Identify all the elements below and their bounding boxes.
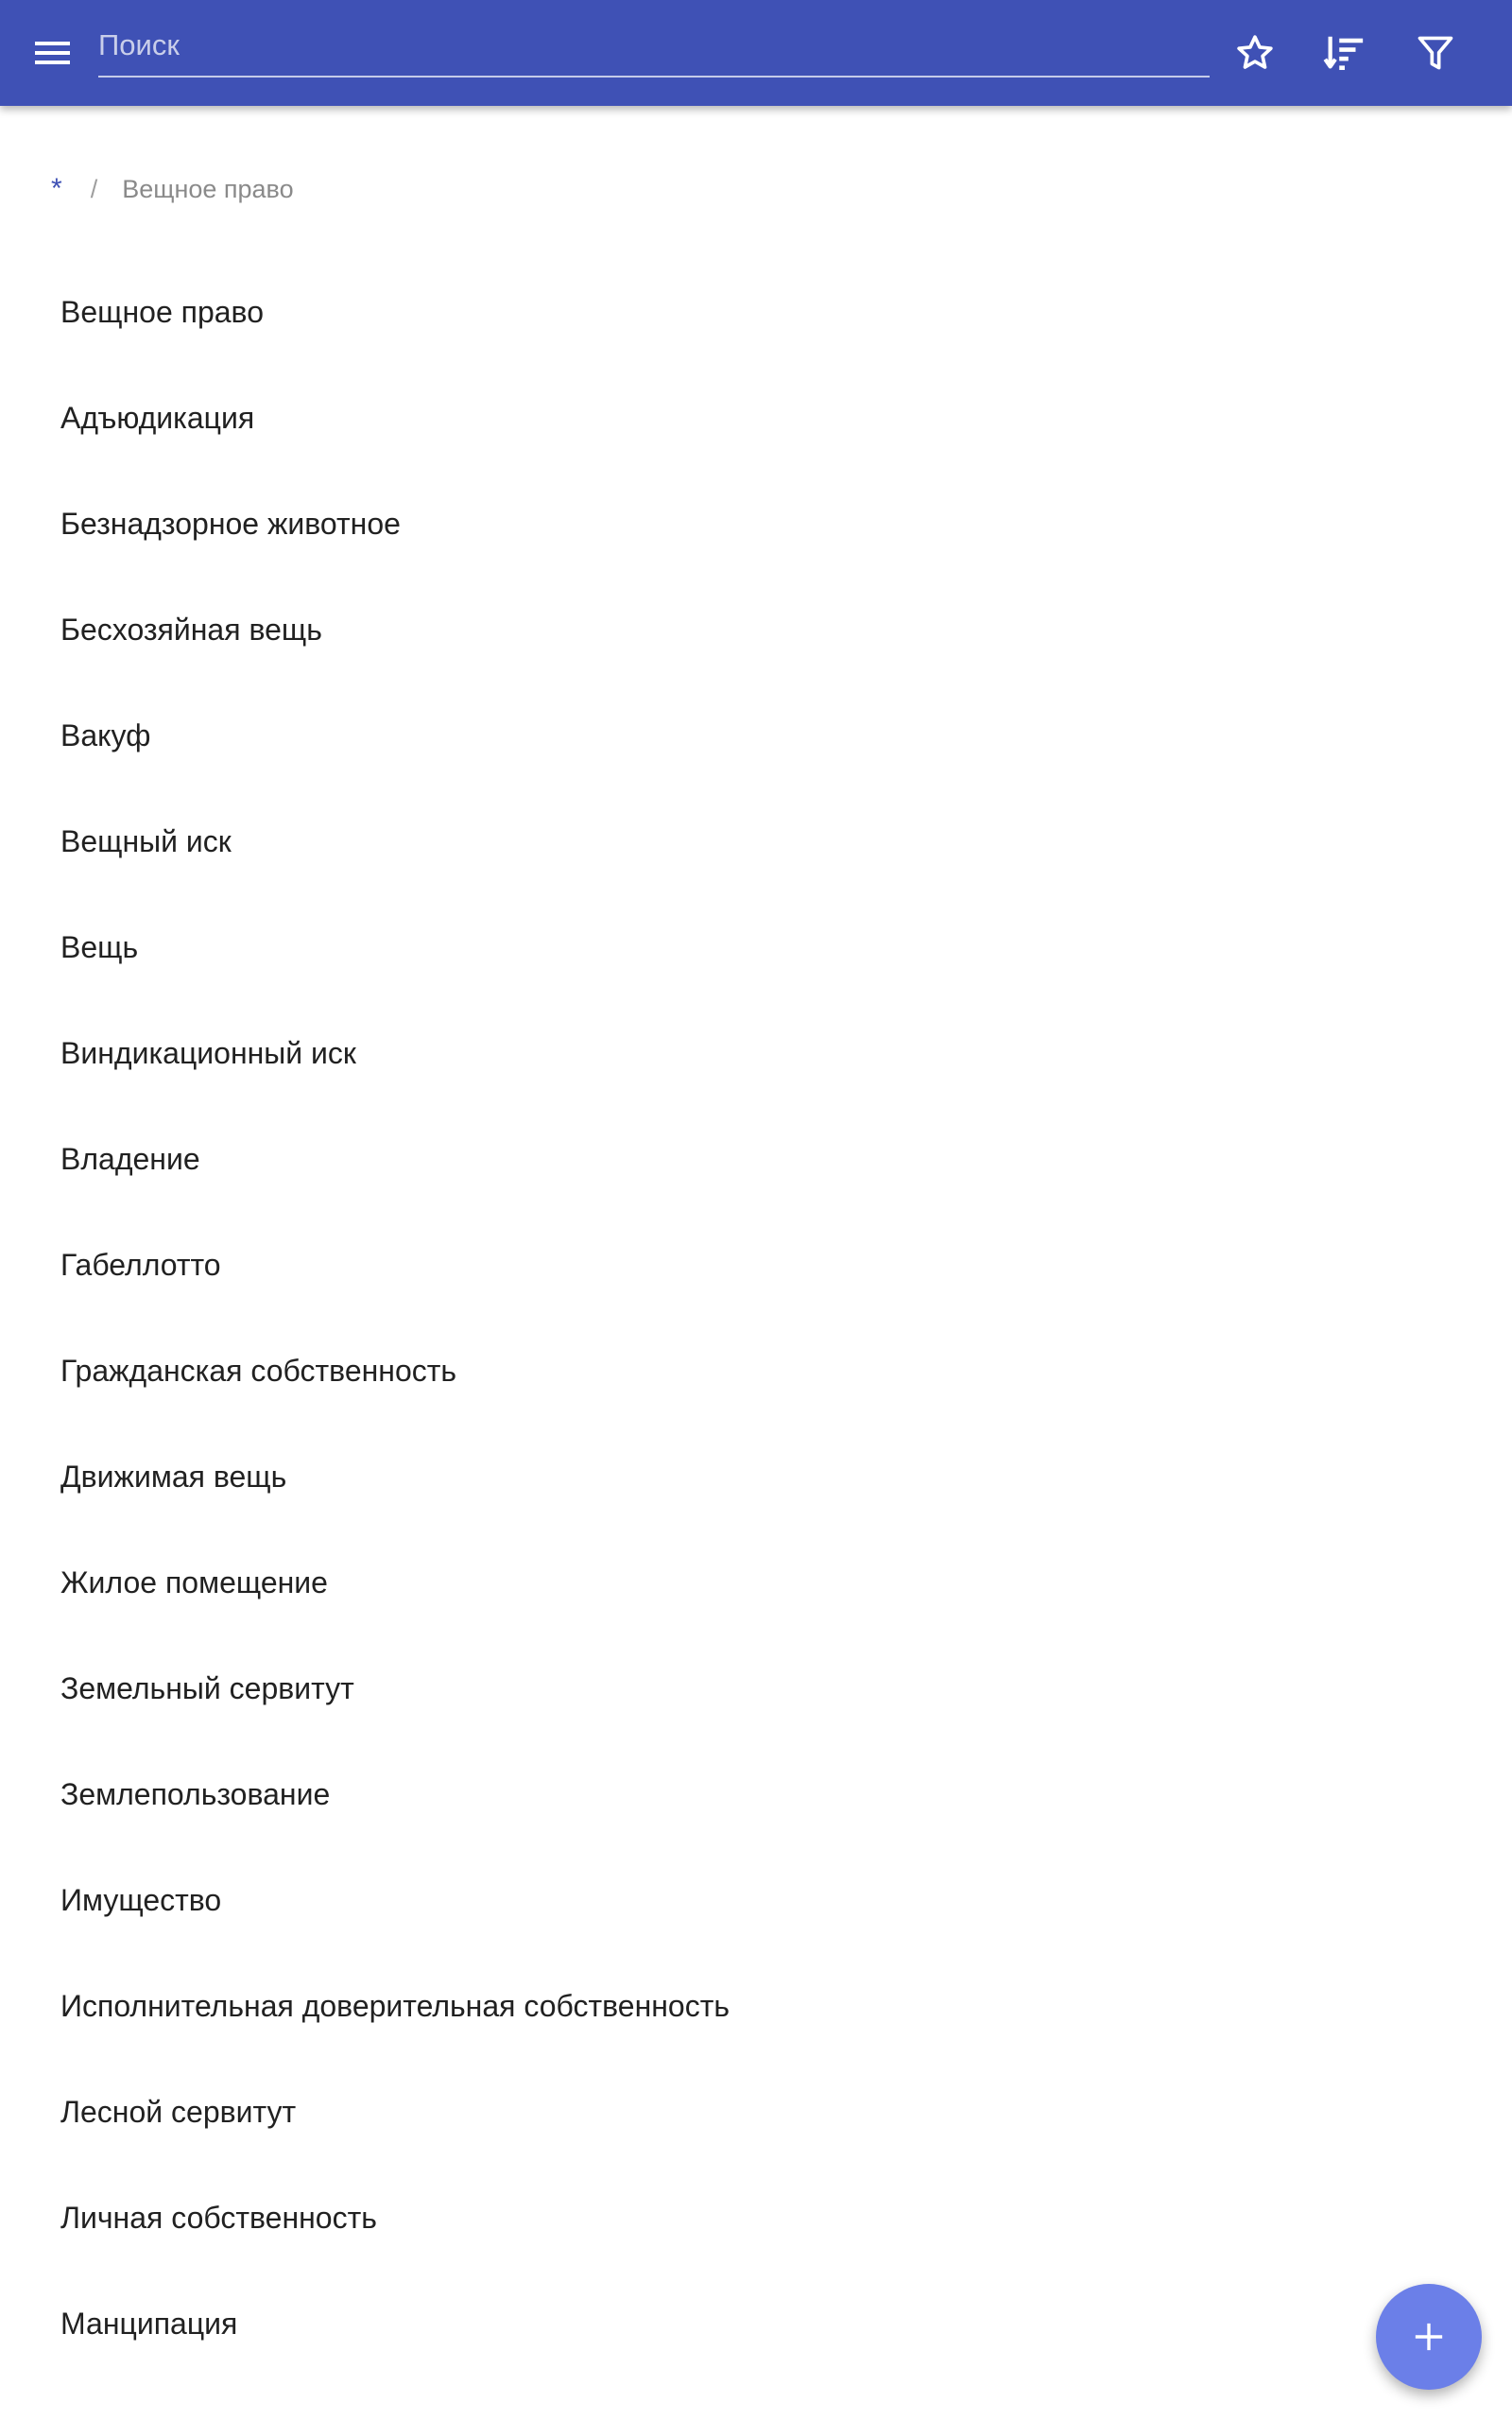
list-item[interactable]: Манципация	[60, 2306, 238, 2341]
list-item[interactable]: Габеллотто	[60, 1247, 221, 1282]
filter-icon	[1415, 32, 1456, 74]
plus-icon	[1413, 2321, 1445, 2353]
breadcrumb-root-link[interactable]: *	[51, 173, 62, 204]
list-item[interactable]: Исполнительная доверительная собственность	[60, 1988, 730, 2023]
favorites-button[interactable]	[1225, 23, 1285, 83]
sort-icon	[1323, 31, 1366, 75]
list-item[interactable]: Безнадзорное животное	[60, 506, 401, 541]
list-item[interactable]: Вещный иск	[60, 823, 232, 858]
list-item[interactable]: Владение	[60, 1141, 200, 1176]
menu-button[interactable]	[26, 28, 79, 78]
search-field	[98, 17, 1210, 78]
list-item[interactable]: Движимая вещь	[60, 1459, 287, 1494]
app-toolbar	[0, 0, 1512, 106]
breadcrumb-separator: /	[90, 174, 98, 203]
add-button[interactable]	[1376, 2284, 1482, 2390]
breadcrumb-current: Вещное право	[122, 174, 294, 203]
list-item[interactable]: Земельный сервитут	[60, 1670, 354, 1705]
list-item[interactable]: Адъюдикация	[60, 400, 255, 435]
list-item[interactable]: Виндикационный иск	[60, 1035, 356, 1070]
list-item[interactable]: Гражданская собственность	[60, 1353, 457, 1388]
list-item[interactable]: Вещное право	[60, 294, 264, 329]
list-item[interactable]: Землепользование	[60, 1776, 331, 1811]
list-item[interactable]: Вакуф	[60, 717, 151, 752]
list-item[interactable]: Лесной сервитут	[60, 2094, 297, 2129]
breadcrumb	[51, 168, 294, 210]
star-outline-icon	[1234, 32, 1276, 74]
list-item[interactable]: Личная собственность	[60, 2200, 377, 2235]
search-input[interactable]	[98, 17, 1210, 74]
sort-button[interactable]	[1314, 23, 1375, 83]
list-item[interactable]: Вещь	[60, 929, 139, 964]
category-list	[0, 259, 1512, 2377]
filter-button[interactable]	[1405, 23, 1466, 83]
hamburger-menu-icon	[34, 39, 72, 67]
list-item[interactable]: Жилое помещение	[60, 1564, 328, 1599]
list-item[interactable]: Имущество	[60, 1882, 222, 1917]
list-item[interactable]: Бесхозяйная вещь	[60, 612, 322, 647]
